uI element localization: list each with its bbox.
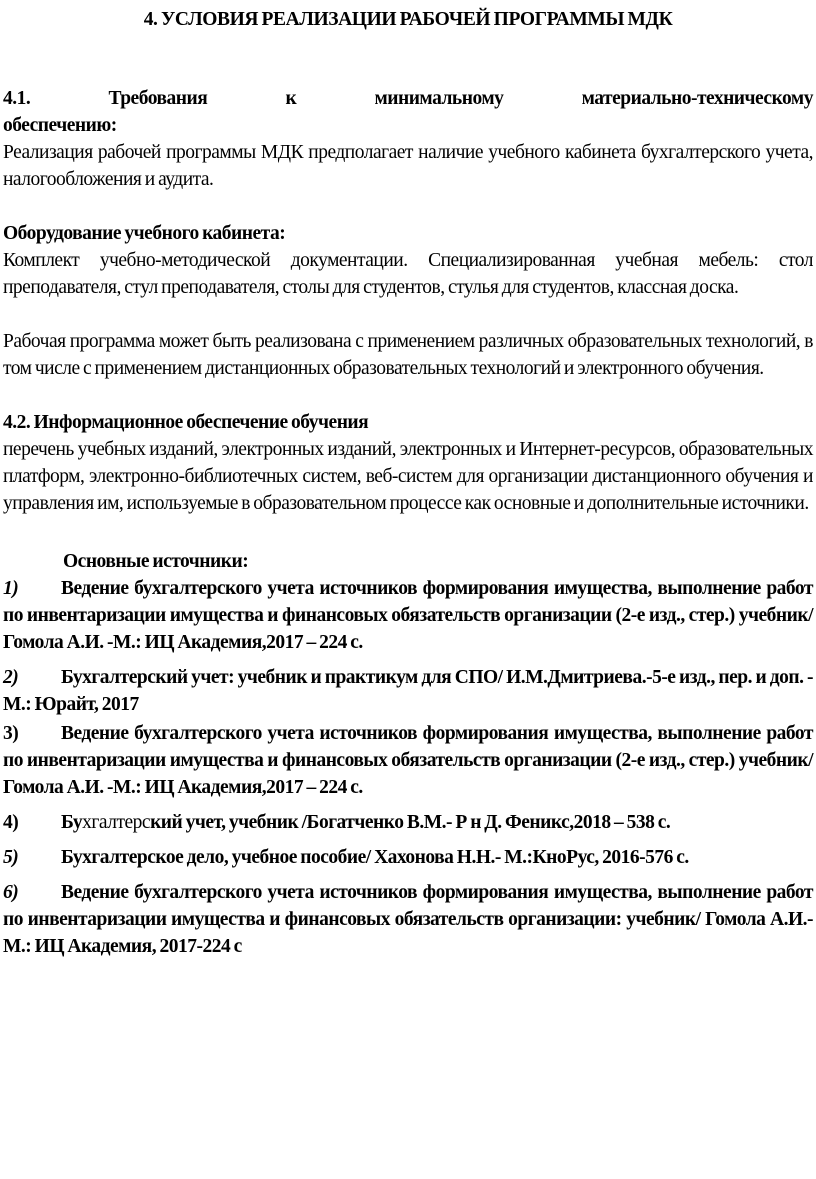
source-text-6: Ведение бухгалтерского учета источников формирования имущества, выполнение работ по инвентаризации имущества и финансовых обязательств организации: учебник/ Гомола А.И.- М.: ИЦ Академия, 2017-224 с — [3, 882, 813, 957]
source-item-4 — [3, 809, 813, 836]
equipment-heading: Оборудование учебного кабинета: — [3, 223, 286, 244]
page-title: 4. УСЛОВИЯ РЕАЛИЗАЦИИ РАБОЧЕЙ ПРОГРАММЫ МДК — [143, 9, 673, 30]
section-4-2-heading: 4.2. Информационное обеспечение обучения — [3, 412, 369, 433]
source-item-6 — [3, 879, 813, 960]
source-text-5: Бухгалтерское дело, учебное пособие/ Хахонова Н.Н.- М.:КноРус, 2016-576 с. — [61, 847, 689, 868]
sources-heading: Основные источники: — [63, 551, 249, 572]
source-item-1 — [3, 575, 813, 656]
section-4-1-number: 4.1. — [3, 88, 31, 109]
source-text-3: Ведение бухгалтерского учета источников формирования имущества, выполнение работ по инвентаризации имущества и финансовых обязательств организации (2-е изд., стер.) учебник/ Гомола А.И. -М.: ИЦ Академия,2017 – 224 с. — [3, 723, 813, 798]
source-text-1: Ведение бухгалтерского учета источников формирования имущества, выполнение работ по инвентаризации имущества и финансовых обязательств организации (2-е изд., стер.) учебник/ Гомола А.И. -М.: ИЦ Академия,2017 – 224 с. — [3, 578, 813, 653]
section-4-1-word-4: материально-техническому — [581, 88, 813, 109]
source-text-4b: хгалтерс — [82, 812, 151, 833]
source-item-3 — [3, 720, 813, 801]
source-item-2 — [3, 664, 813, 718]
source-text-4a: Бу — [61, 812, 83, 833]
source-number-1: 1) — [3, 578, 19, 599]
source-number-4: 4) — [3, 812, 19, 833]
section-4-1-text: Реализация рабочей программы МДК предполагает наличие учебного кабинета бухгалтерского учета, налогообложения и аудита. — [3, 142, 813, 190]
section-4-1-heading-line1 — [3, 85, 813, 112]
source-text-2: Бухгалтерский учет: учебник и практикум для СПО/ И.М.Дмитриева.-5-е изд., пер. и доп. - М.: Юрайт, 2017 — [3, 667, 813, 715]
section-4-1-word-3: минимальному — [374, 88, 504, 109]
distance-learning-text: Рабочая программа может быть реализована с применением различных образовательных технологий, в том числе с применением дистанционных образовательных технологий и электронного обучения. — [3, 331, 813, 379]
section-4-1-heading-line2: обеспечению: — [3, 115, 117, 136]
source-text-4c: кий учет, учебник /Богатченко В.М.- Р н Д. Феникс,2018 – 538 с. — [150, 812, 671, 833]
section-4-1-word-1: Требования — [108, 88, 208, 109]
section-4-2-text: перечень учебных изданий, электронных изданий, электронных и Интернет-ресурсов, образовательных платформ, электронно-библиотечных систем, веб-систем для организации дистанционного обучения и управления им, используемые в образовательном процессе как основные и дополнительные источники. — [3, 439, 813, 514]
source-number-2: 2) — [3, 667, 19, 688]
source-number-6: 6) — [3, 882, 19, 903]
section-4-1-heading — [3, 85, 813, 139]
source-item-5 — [3, 844, 813, 871]
source-number-3: 3) — [3, 723, 19, 744]
source-number-5: 5) — [3, 847, 19, 868]
section-4-1-word-2: к — [285, 88, 297, 109]
equipment-text: Комплект учебно-методической документации. Специализированная учебная мебель: стол преподавателя, стул преподавателя, столы для студентов, стулья для студентов, классная доска. — [3, 250, 813, 298]
